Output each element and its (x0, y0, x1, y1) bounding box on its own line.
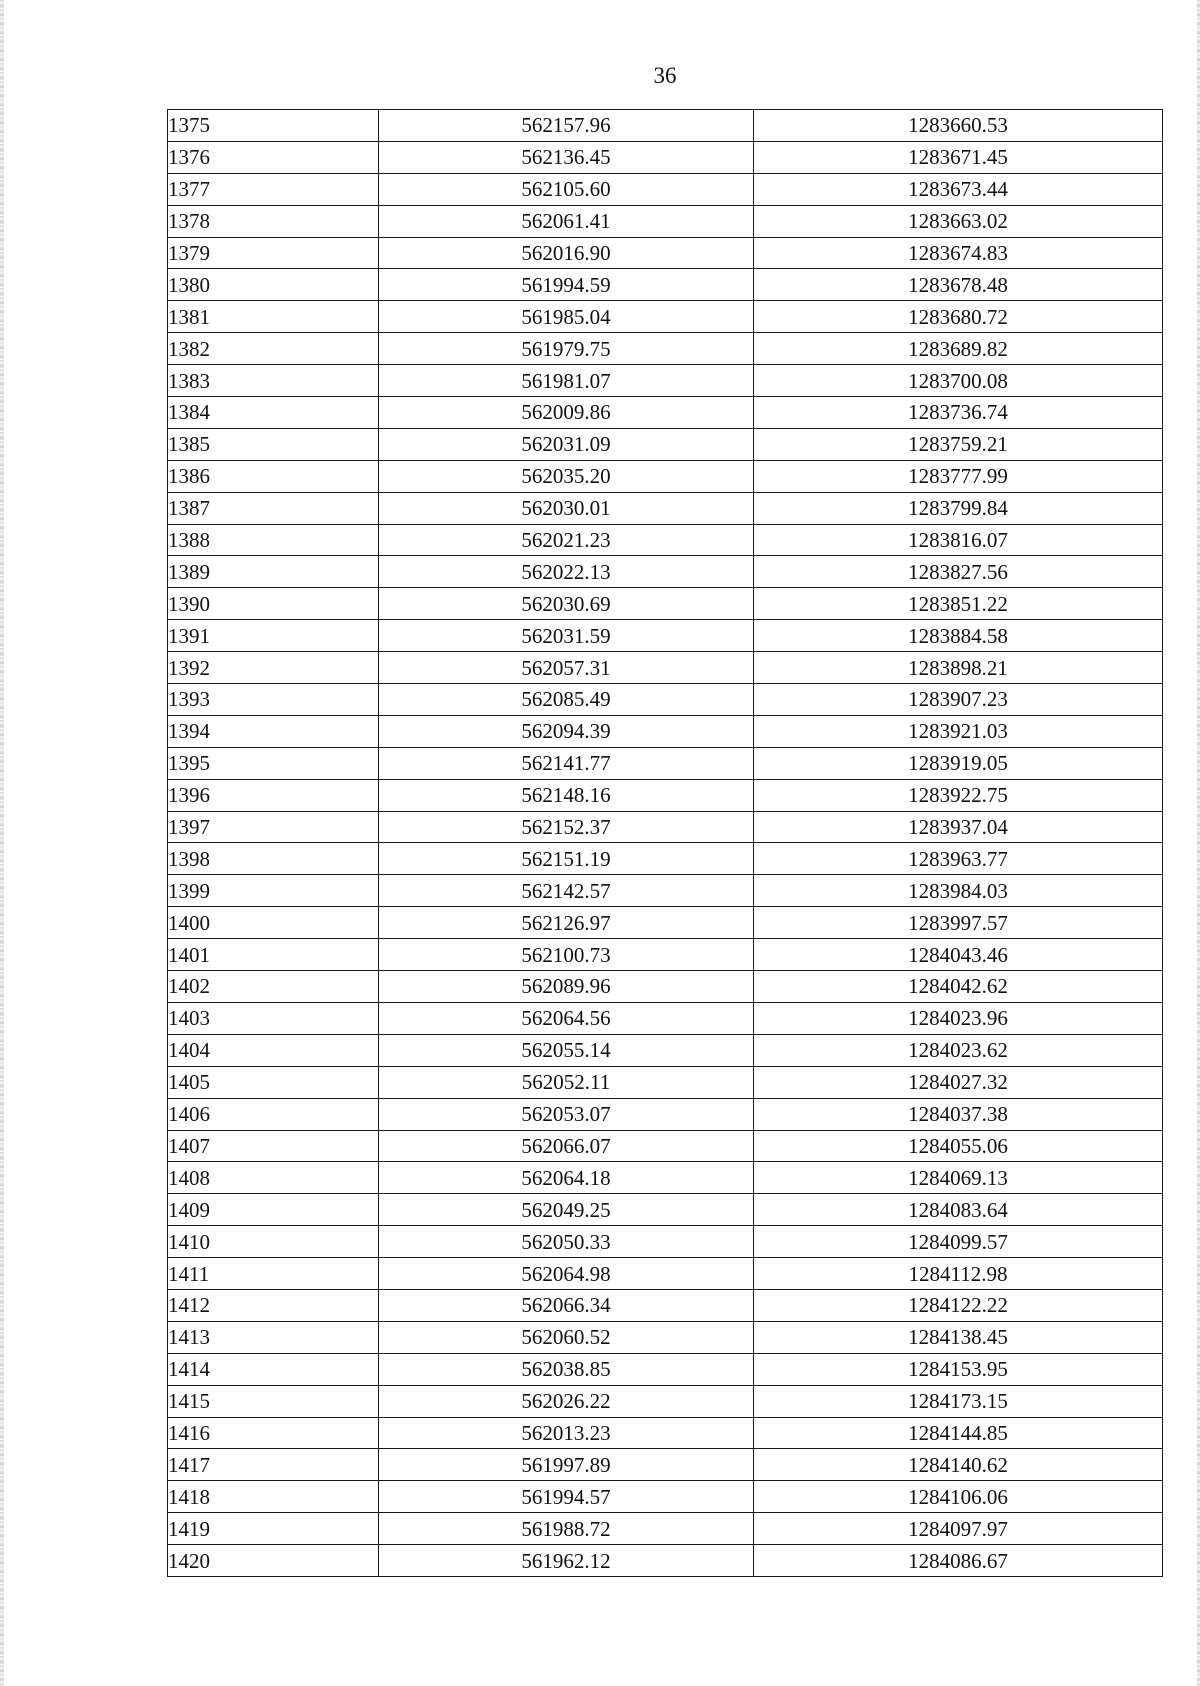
table-row (168, 1545, 1163, 1577)
x-coordinate-cell: 562038.85 (379, 1353, 754, 1385)
y-coordinate-cell: 1284099.57 (754, 1226, 1163, 1258)
x-coordinate-cell: 562141.77 (379, 747, 754, 779)
y-coordinate-cell: 1283680.72 (754, 301, 1163, 333)
table-row (168, 779, 1163, 811)
y-coordinate-cell: 1283921.03 (754, 715, 1163, 747)
table-row (168, 1098, 1163, 1130)
x-coordinate-cell: 561994.59 (379, 269, 754, 301)
x-coordinate-cell: 562157.96 (379, 110, 754, 142)
y-coordinate-cell: 1284023.62 (754, 1034, 1163, 1066)
y-coordinate-cell: 1283673.44 (754, 173, 1163, 205)
table-row (168, 1289, 1163, 1321)
y-coordinate-cell: 1284055.06 (754, 1130, 1163, 1162)
table-row (168, 843, 1163, 875)
table-row (168, 1130, 1163, 1162)
x-coordinate-cell: 562066.07 (379, 1130, 754, 1162)
table-row (168, 1034, 1163, 1066)
point-number-cell: 1407 (168, 1130, 379, 1162)
x-coordinate-cell: 562148.16 (379, 779, 754, 811)
point-number-cell: 1418 (168, 1481, 379, 1513)
table-row (168, 652, 1163, 684)
point-number-cell: 1393 (168, 684, 379, 716)
y-coordinate-cell: 1283827.56 (754, 556, 1163, 588)
table-row (168, 1226, 1163, 1258)
x-coordinate-cell: 562100.73 (379, 939, 754, 971)
y-coordinate-cell: 1283759.21 (754, 428, 1163, 460)
x-coordinate-cell: 562030.01 (379, 492, 754, 524)
table-row (168, 524, 1163, 556)
y-coordinate-cell: 1284097.97 (754, 1513, 1163, 1545)
point-number-cell: 1403 (168, 1002, 379, 1034)
x-coordinate-cell: 562061.41 (379, 205, 754, 237)
x-coordinate-cell: 562105.60 (379, 173, 754, 205)
table-row (168, 1353, 1163, 1385)
table-row (168, 1385, 1163, 1417)
table-row (168, 588, 1163, 620)
y-coordinate-cell: 1283919.05 (754, 747, 1163, 779)
point-number-cell: 1411 (168, 1258, 379, 1290)
y-coordinate-cell: 1284122.22 (754, 1289, 1163, 1321)
point-number-cell: 1412 (168, 1289, 379, 1321)
x-coordinate-cell: 561981.07 (379, 365, 754, 397)
table-row (168, 269, 1163, 301)
x-coordinate-cell: 562031.59 (379, 620, 754, 652)
point-number-cell: 1387 (168, 492, 379, 524)
x-coordinate-cell: 562009.86 (379, 397, 754, 429)
table-row (168, 301, 1163, 333)
x-coordinate-cell: 562152.37 (379, 811, 754, 843)
x-coordinate-cell: 562066.34 (379, 1289, 754, 1321)
x-coordinate-cell: 562013.23 (379, 1417, 754, 1449)
scan-edge-left (0, 0, 4, 1686)
table-row (168, 1449, 1163, 1481)
y-coordinate-cell: 1284140.62 (754, 1449, 1163, 1481)
table-row (168, 1162, 1163, 1194)
table-row (168, 1066, 1163, 1098)
point-number-cell: 1415 (168, 1385, 379, 1417)
y-coordinate-cell: 1284138.45 (754, 1321, 1163, 1353)
table-row (168, 971, 1163, 1003)
point-number-cell: 1389 (168, 556, 379, 588)
y-coordinate-cell: 1284083.64 (754, 1194, 1163, 1226)
coordinates-table (167, 109, 1163, 1577)
point-number-cell: 1408 (168, 1162, 379, 1194)
x-coordinate-cell: 562094.39 (379, 715, 754, 747)
point-number-cell: 1379 (168, 237, 379, 269)
point-number-cell: 1402 (168, 971, 379, 1003)
x-coordinate-cell: 561988.72 (379, 1513, 754, 1545)
x-coordinate-cell: 562064.56 (379, 1002, 754, 1034)
y-coordinate-cell: 1284042.62 (754, 971, 1163, 1003)
y-coordinate-cell: 1284086.67 (754, 1545, 1163, 1577)
y-coordinate-cell: 1283997.57 (754, 907, 1163, 939)
x-coordinate-cell: 561997.89 (379, 1449, 754, 1481)
point-number-cell: 1410 (168, 1226, 379, 1258)
y-coordinate-cell: 1283660.53 (754, 110, 1163, 142)
x-coordinate-cell: 562085.49 (379, 684, 754, 716)
point-number-cell: 1378 (168, 205, 379, 237)
x-coordinate-cell: 562022.13 (379, 556, 754, 588)
x-coordinate-cell: 562053.07 (379, 1098, 754, 1130)
x-coordinate-cell: 562050.33 (379, 1226, 754, 1258)
point-number-cell: 1381 (168, 301, 379, 333)
y-coordinate-cell: 1284037.38 (754, 1098, 1163, 1130)
point-number-cell: 1375 (168, 110, 379, 142)
point-number-cell: 1399 (168, 875, 379, 907)
point-number-cell: 1414 (168, 1353, 379, 1385)
x-coordinate-cell: 562055.14 (379, 1034, 754, 1066)
table-row (168, 397, 1163, 429)
y-coordinate-cell: 1283937.04 (754, 811, 1163, 843)
x-coordinate-cell: 562151.19 (379, 843, 754, 875)
y-coordinate-cell: 1284153.95 (754, 1353, 1163, 1385)
table-row (168, 939, 1163, 971)
x-coordinate-cell: 562064.18 (379, 1162, 754, 1194)
point-number-cell: 1384 (168, 397, 379, 429)
x-coordinate-cell: 562049.25 (379, 1194, 754, 1226)
point-number-cell: 1419 (168, 1513, 379, 1545)
x-coordinate-cell: 562126.97 (379, 907, 754, 939)
y-coordinate-cell: 1283674.83 (754, 237, 1163, 269)
point-number-cell: 1377 (168, 173, 379, 205)
table-row (168, 747, 1163, 779)
table-row (168, 1513, 1163, 1545)
x-coordinate-cell: 562060.52 (379, 1321, 754, 1353)
x-coordinate-cell: 562052.11 (379, 1066, 754, 1098)
x-coordinate-cell: 562035.20 (379, 460, 754, 492)
table-row (168, 492, 1163, 524)
y-coordinate-cell: 1283663.02 (754, 205, 1163, 237)
x-coordinate-cell: 562031.09 (379, 428, 754, 460)
y-coordinate-cell: 1283777.99 (754, 460, 1163, 492)
point-number-cell: 1392 (168, 652, 379, 684)
y-coordinate-cell: 1284106.06 (754, 1481, 1163, 1513)
x-coordinate-cell: 561994.57 (379, 1481, 754, 1513)
point-number-cell: 1394 (168, 715, 379, 747)
x-coordinate-cell: 562064.98 (379, 1258, 754, 1290)
y-coordinate-cell: 1283851.22 (754, 588, 1163, 620)
point-number-cell: 1386 (168, 460, 379, 492)
y-coordinate-cell: 1284144.85 (754, 1417, 1163, 1449)
table-row (168, 173, 1163, 205)
x-coordinate-cell: 562142.57 (379, 875, 754, 907)
x-coordinate-cell: 562026.22 (379, 1385, 754, 1417)
point-number-cell: 1385 (168, 428, 379, 460)
point-number-cell: 1396 (168, 779, 379, 811)
point-number-cell: 1401 (168, 939, 379, 971)
x-coordinate-cell: 562030.69 (379, 588, 754, 620)
point-number-cell: 1405 (168, 1066, 379, 1098)
table-row (168, 715, 1163, 747)
point-number-cell: 1413 (168, 1321, 379, 1353)
table-row (168, 428, 1163, 460)
y-coordinate-cell: 1283678.48 (754, 269, 1163, 301)
table-row (168, 141, 1163, 173)
y-coordinate-cell: 1283884.58 (754, 620, 1163, 652)
x-coordinate-cell: 562136.45 (379, 141, 754, 173)
point-number-cell: 1391 (168, 620, 379, 652)
point-number-cell: 1409 (168, 1194, 379, 1226)
point-number-cell: 1400 (168, 907, 379, 939)
y-coordinate-cell: 1283689.82 (754, 333, 1163, 365)
x-coordinate-cell: 562021.23 (379, 524, 754, 556)
table-row (168, 1258, 1163, 1290)
point-number-cell: 1388 (168, 524, 379, 556)
x-coordinate-cell: 562057.31 (379, 652, 754, 684)
table-row (168, 205, 1163, 237)
y-coordinate-cell: 1283816.07 (754, 524, 1163, 556)
y-coordinate-cell: 1283907.23 (754, 684, 1163, 716)
point-number-cell: 1406 (168, 1098, 379, 1130)
table-row (168, 1321, 1163, 1353)
point-number-cell: 1404 (168, 1034, 379, 1066)
y-coordinate-cell: 1283700.08 (754, 365, 1163, 397)
table-row (168, 1481, 1163, 1513)
y-coordinate-cell: 1283671.45 (754, 141, 1163, 173)
table-row (168, 684, 1163, 716)
y-coordinate-cell: 1283736.74 (754, 397, 1163, 429)
x-coordinate-cell: 562089.96 (379, 971, 754, 1003)
point-number-cell: 1416 (168, 1417, 379, 1449)
y-coordinate-cell: 1284023.96 (754, 1002, 1163, 1034)
table-row (168, 110, 1163, 142)
table-row (168, 556, 1163, 588)
y-coordinate-cell: 1283984.03 (754, 875, 1163, 907)
table-row (168, 907, 1163, 939)
y-coordinate-cell: 1284173.15 (754, 1385, 1163, 1417)
y-coordinate-cell: 1283898.21 (754, 652, 1163, 684)
point-number-cell: 1376 (168, 141, 379, 173)
x-coordinate-cell: 562016.90 (379, 237, 754, 269)
x-coordinate-cell: 561962.12 (379, 1545, 754, 1577)
coordinates-table-body (168, 110, 1163, 1577)
point-number-cell: 1390 (168, 588, 379, 620)
page-number: 36 (653, 63, 677, 88)
point-number-cell: 1417 (168, 1449, 379, 1481)
x-coordinate-cell: 561979.75 (379, 333, 754, 365)
table-row (168, 875, 1163, 907)
table-row (168, 811, 1163, 843)
table-row (168, 620, 1163, 652)
y-coordinate-cell: 1283963.77 (754, 843, 1163, 875)
point-number-cell: 1382 (168, 333, 379, 365)
table-row (168, 365, 1163, 397)
y-coordinate-cell: 1283922.75 (754, 779, 1163, 811)
y-coordinate-cell: 1284112.98 (754, 1258, 1163, 1290)
table-row (168, 460, 1163, 492)
point-number-cell: 1395 (168, 747, 379, 779)
point-number-cell: 1383 (168, 365, 379, 397)
point-number-cell: 1397 (168, 811, 379, 843)
table-row (168, 1417, 1163, 1449)
x-coordinate-cell: 561985.04 (379, 301, 754, 333)
point-number-cell: 1398 (168, 843, 379, 875)
point-number-cell: 1380 (168, 269, 379, 301)
y-coordinate-cell: 1284069.13 (754, 1162, 1163, 1194)
y-coordinate-cell: 1284043.46 (754, 939, 1163, 971)
table-row (168, 1002, 1163, 1034)
table-row (168, 1194, 1163, 1226)
point-number-cell: 1420 (168, 1545, 379, 1577)
y-coordinate-cell: 1284027.32 (754, 1066, 1163, 1098)
table-row (168, 237, 1163, 269)
y-coordinate-cell: 1283799.84 (754, 492, 1163, 524)
table-row (168, 333, 1163, 365)
